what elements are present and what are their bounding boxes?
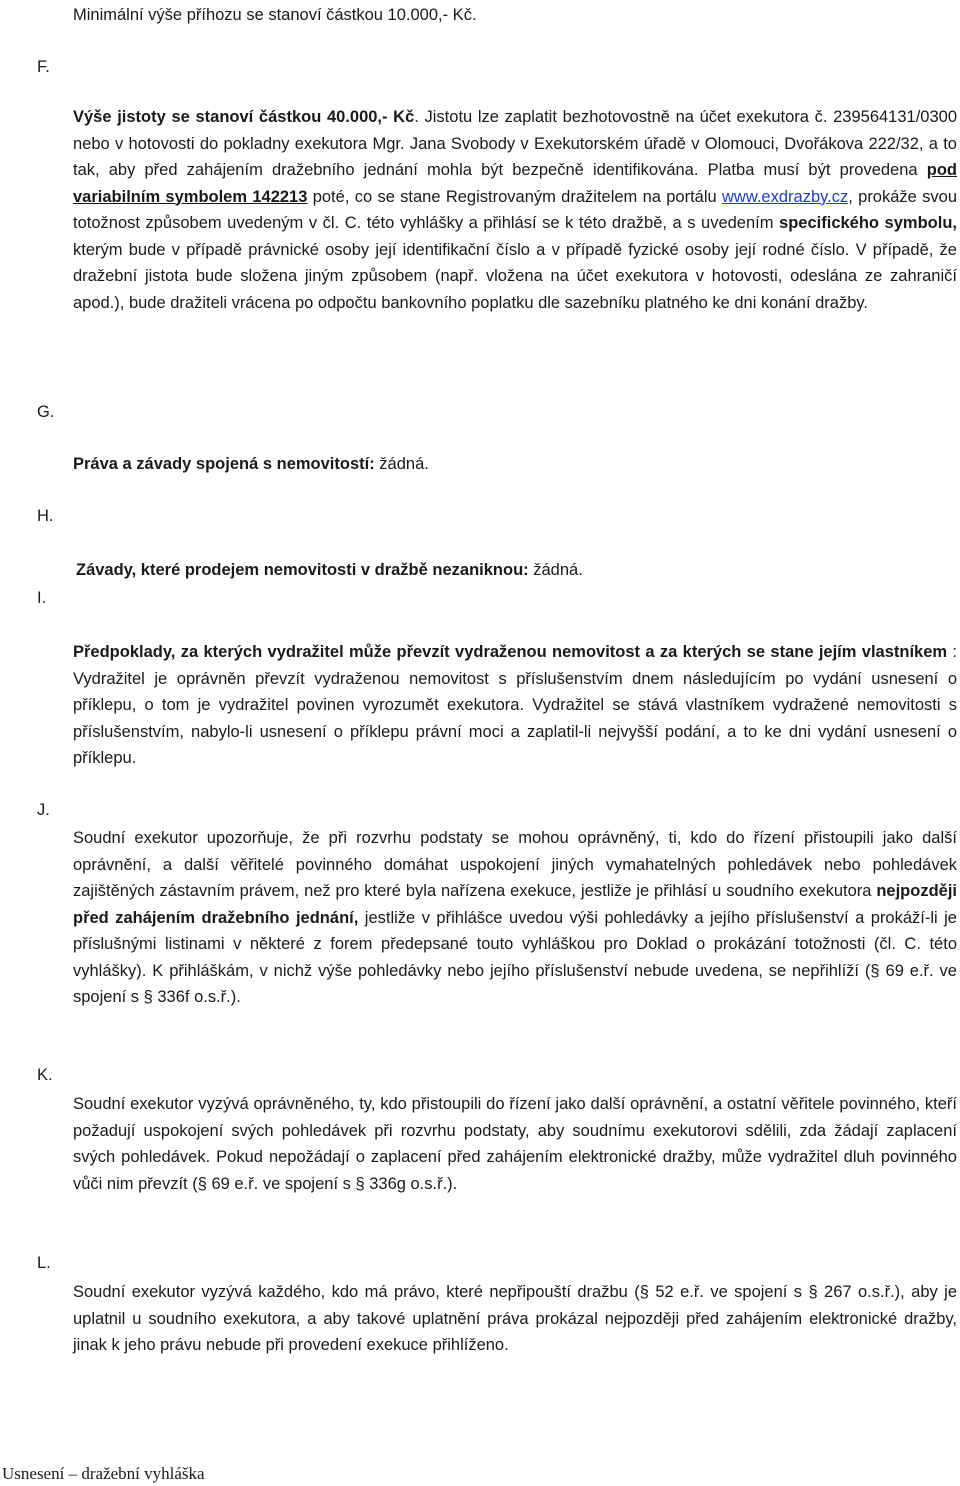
section-label-g: G.: [37, 403, 55, 421]
rights-and-defects-line: Práva a závady spojená s nemovitostí: žádná.: [73, 455, 429, 473]
security-amount-text: Výše jistoty se stanoví částkou 40.000,- Kč: [73, 108, 415, 126]
section-i-paragraph: Předpoklady, za kterých vydražitel může převzít vydraženou nemovitost a za kterých se stane jejím vlastníkem : Vydražitel je oprávněn převzít vydraženou nemovitost s příslušenstvím dnem následujícím po vydání usnesení o příklepu, o tom je vydražitel povinen vyrozumět exekutora. Vydražitel se stává vlastníkem vydražené nemovitosti s příslušenstvím, nabylo-li usnesení o příklepu právní moci a zaplatil-li nejvyšší podání, a to ke dni vydání usnesení o příklepu.: [73, 643, 957, 767]
section-label-k: K.: [37, 1066, 53, 1084]
page-footer: Usnesení – dražební vyhláška: [2, 1464, 205, 1483]
section-label-j: J.: [37, 801, 50, 819]
minimum-bid-line: Minimální výše příhozu se stanoví částkou 10.000,- Kč.: [73, 6, 477, 24]
variable-symbol-text: pod variabilním symbolem 142213: [73, 161, 957, 206]
section-f-paragraph: Výše jistoty se stanoví částkou 40.000,- Kč. Jistotu lze zaplatit bezhotovostně na účet exekutora č. 239564131/0300 nebo v hotovosti do pokladny exekutora Mgr. Jana Svobody v Exekutorském úřadě v Olomouci, Dvořákova 222/32, a to tak, aby před zahájením dražebního jednání mohla být bezpečně identifikována. Platba musí být provedena pod variabilním symbolem 142213 poté, co se stane Registrovaným dražitelem na portálu www.exdrazby.cz, prokáže svou totožnost způsobem uvedeným v čl. C. této vyhlášky a přihlásí se k této dražbě, a s uvedením specifického symbolu, kterým bude v případě právnické osoby její identifikační číslo a v případě fyzické osoby její rodné číslo. V případě, že dražební jistota bude složena jiným způsobem (např. vložena na účet exekutora v hotovosti, odeslána ze zahraničí apod.), bude dražiteli vrácena po odpočtu bankovního poplatku dle sazebníku platného ke dni konání dražby.: [73, 108, 957, 312]
section-label-l: L.: [37, 1254, 51, 1272]
specific-symbol-text: specifického symbolu,: [779, 214, 957, 232]
deadline-text: nejpozději před zahájením dražebního jednání,: [73, 882, 957, 927]
remaining-defects-line: Závady, které prodejem nemovitosti v dražbě nezaniknou: žádná.: [76, 561, 583, 579]
section-label-f: F.: [37, 58, 50, 76]
section-label-h: H.: [37, 507, 54, 525]
section-l-paragraph: Soudní exekutor vyzývá každého, kdo má právo, které nepřipouští dražbu (§ 52 e.ř. ve spojení s § 267 o.s.ř.), aby je uplatnil u soudního exekutora, a aby takové uplatnění práva prokázal nejpozději před zahájením elektronické dražby, jinak k jeho právu nebude při provedení exekuce přihlíženo.: [73, 1283, 957, 1354]
section-label-i: I.: [37, 589, 47, 607]
exdrazby-link[interactable]: www.exdrazby.cz: [722, 187, 849, 206]
section-j-paragraph: Soudní exekutor upozorňuje, že při rozvrhu podstaty se mohou oprávněný, ti, kdo do řízení přistoupili jako další oprávnění, a další věřitelé povinného domáhat uspokojení jiných vymahatelných pohledávek nebo pohledávek zajištěných zástavním právem, než pro které byla nařízena exekuce, jestliže je přihlásí u soudního exekutora nejpozději před zahájením dražebního jednání, jestliže v přihlášce uvedou výši pohledávky a jejího příslušenství a prokáží-li je příslušnými listinami v některé z forem předepsané touto vyhláškou pro Doklad o prokázání totožnosti (čl. C. této vyhlášky). K přihláškám, v nichž výše pohledávky nebo jejího příslušenství nebude uvedena, se nepřihlíží (§ 69 e.ř. ve spojení s § 336f o.s.ř.).: [73, 829, 957, 1006]
section-k-paragraph: Soudní exekutor vyzývá oprávněného, ty, kdo přistoupili do řízení jako další oprávnění, a ostatní věřitele povinného, kteří požadují uspokojení svých pohledávek při rozvrhu podstaty, aby soudnímu exekutorovi sdělili, zda žádají zaplacení svých pohledávek. Pokud nepožádají o zaplacení před zahájením elektronické dražby, může vydražitel dluh povinného vůči nim převzít (§ 69 e.ř. ve spojení s § 336g o.s.ř.).: [73, 1095, 957, 1193]
